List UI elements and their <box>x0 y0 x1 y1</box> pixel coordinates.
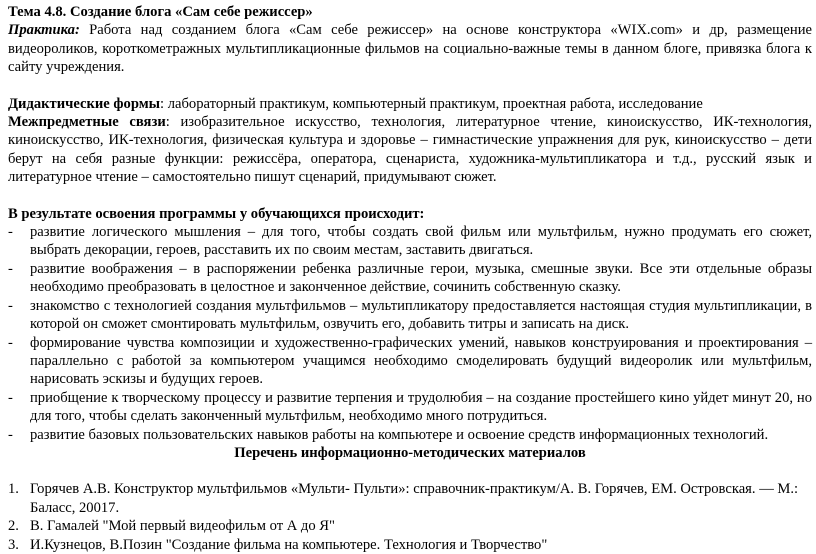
bullet-dash: - <box>8 260 13 277</box>
practice-label: Практика: <box>8 22 80 39</box>
list-item-text: приобщение к творческому процессу и развитие терпения и трудолюбия – на создание простейшего кино уйдет минут 20, но для того, чтобы сделать законченный мультфильм, необходимо много потрудиться. <box>30 389 812 425</box>
list-item <box>8 426 812 444</box>
bullet-dash: - <box>8 334 13 351</box>
interdisciplinary-label: Межпредметные связи <box>8 114 166 131</box>
reference-number: 2. <box>8 518 19 535</box>
list-item <box>8 334 812 389</box>
didactic-text: : лабораторный практикум, компьютерный практикум, проектная работа, исследование <box>160 95 703 112</box>
reference-item <box>8 517 812 535</box>
outcomes-list <box>8 223 812 444</box>
outcomes-heading: В результате освоения программы у обучающихся происходит: <box>8 205 425 222</box>
list-item-text: развитие логического мышления – для того, чтобы создать свой фильм или мультфильм, нужно продумать его сюжет, выбрать декорации, героев, расставить их по своим местам, заставить двигаться. <box>30 224 812 259</box>
bullet-dash: - <box>8 389 13 406</box>
reference-number: 1. <box>8 481 19 498</box>
reference-text: Горячев А.В. Конструктор мультфильмов «Мульти- Пульти»: справочник-практикум/А. В. Горячев, ЕМ. Островская. — М.: Баласс, 20017. <box>30 481 799 516</box>
topic-title: Тема 4.8. Создание блога «Сам себе режиссер» <box>8 4 313 20</box>
list-item <box>8 223 812 260</box>
reference-text: И.Кузнецов, В.Позин "Создание фильма на компьютере. Технология и Творчество" <box>30 536 548 553</box>
bullet-dash: - <box>8 224 13 241</box>
spacer <box>8 462 812 480</box>
spacer <box>8 77 812 95</box>
reference-text: В. Гамалей "Мой первый видеофильм от А до Я" <box>30 518 335 535</box>
list-item <box>8 389 812 426</box>
list-item-text: знакомство с технологией создания мультфильмов – мультипликатору предоставляется настоящая студия мультипликации, в которой он сможет смонтировать мультфильм, озвучить его, добавить титры и записать на диск. <box>30 297 812 333</box>
bullet-dash: - <box>8 426 13 443</box>
interdisciplinary-text: : изобразительное искусство, технология, литературное чтение, киноискусство, ИК-технология, киноискусство, ИК-технология, физическая культура и здоровье – гимнастические упражнения для рук, киноискусство – дети берут на себя разные функции: режиссёра, оператора, сценариста, художника-мультипликатора и т.д., русский язык и литературное чтение – самостоятельно пишут сценарий, придумывают сюжет. <box>8 114 813 186</box>
list-item-text: формирование чувства композиции и художественно-графических умений, навыков конструирования и проектирования – параллельно с работой за компьютером учащимся необходимо смоделировать будущий видеоролик или мультфильм, нарисовать эскизы и будущих героев. <box>30 334 812 388</box>
reference-item <box>8 480 812 517</box>
spacer <box>8 187 812 205</box>
bullet-dash: - <box>8 297 13 314</box>
didactic-label: Дидактические формы <box>8 95 161 112</box>
practice-text: Работа над созданием блога «Сам себе режиссер» на основе конструктора «WIX.com» и др, размещение видеороликов, короткометражных мультипликационные фильмов на социально-важные темы в данном блоге, привязка блога к сайту учреждения. <box>8 22 812 76</box>
list-item-text: развитие базовых пользовательских навыков работы на компьютере и освоение средств информационных технологий. <box>30 426 769 443</box>
list-item-text: развитие воображения – в распоряжении ребенка различные герои, музыка, смешные звуки. Все эти отдельные образы необходимо преобразовать в целостное и законченное действие, сочинить собственную сказку. <box>30 260 812 296</box>
list-item <box>8 297 812 334</box>
reference-number: 3. <box>8 536 19 553</box>
interdisciplinary-paragraph <box>8 113 812 187</box>
references-list <box>8 480 812 554</box>
list-item <box>8 260 812 297</box>
practice-paragraph <box>8 21 812 76</box>
reference-item <box>8 536 812 554</box>
didactic-paragraph <box>8 95 812 113</box>
references-heading: Перечень информационно-методических материалов <box>234 444 586 461</box>
